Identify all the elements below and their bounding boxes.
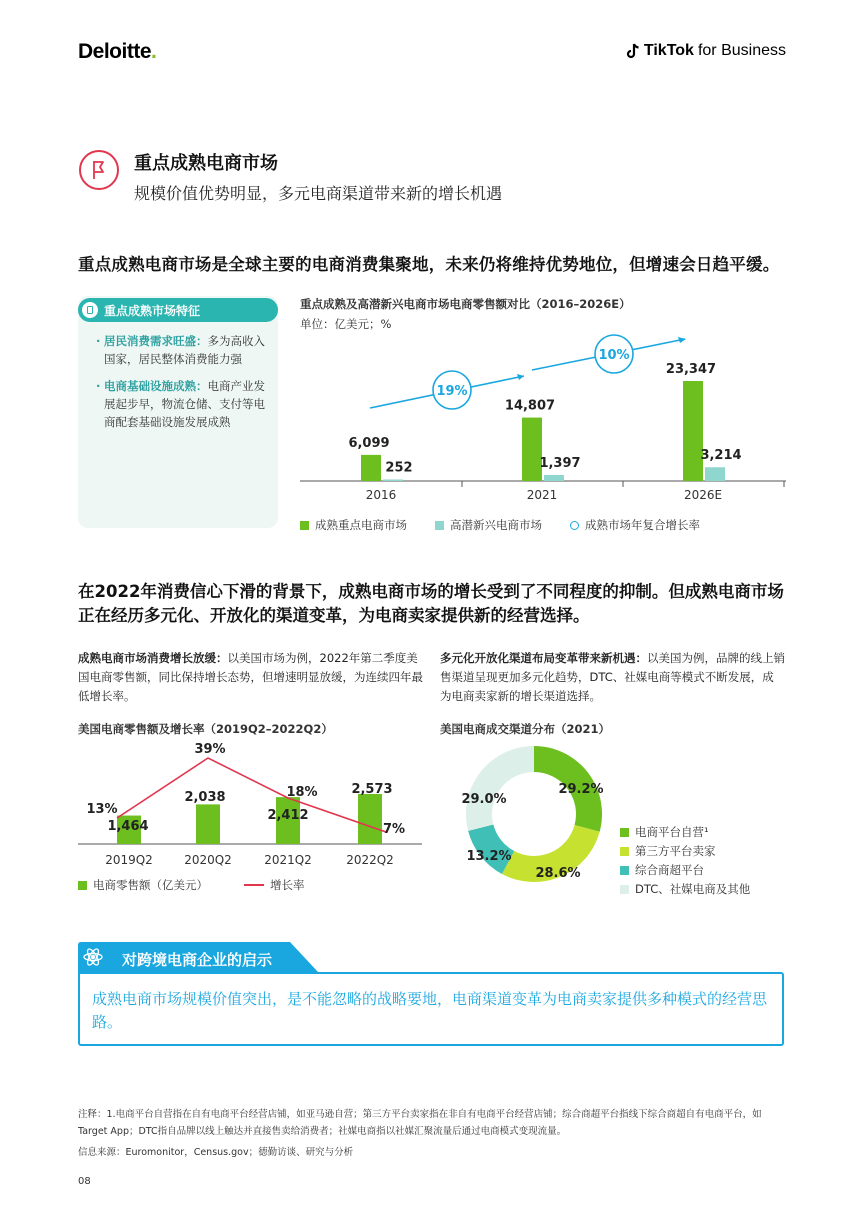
chart2-value-label: 2,573 [351,782,393,797]
chart1-category-label: 2026E [683,488,723,502]
tiktok-for-business-logo [626,42,786,60]
chart2-value-label: 2,038 [184,790,226,805]
paragraph-channel-change: 多元化开放化渠道布局变革带来新机遇：以美国为例，品牌的线上销售渠道呈现更加多元化趋势，DTC、社媒电商等模式不断发展，成为电商卖家新的增长渠道选择。 [440,651,785,703]
chart1-bar-emerging [705,467,725,481]
chart1-cagr-label-2: 10% [598,348,630,363]
takeaway-text: 成熟电商市场规模价值突出，是不能忽略的战略要地，电商渠道变革为电商卖家提供多种模式的经营思路。 [92,990,768,1031]
chart2-value-label: 2,412 [267,808,309,823]
chart2-title: 美国电商零售额及增长率（2019Q2–2022Q2） [78,722,333,736]
legend-swatch-retail [78,881,87,890]
legend-swatch-cagr [570,521,579,530]
chart1-arrowhead [678,337,686,343]
flag-icon [79,150,119,190]
chart1-bar-mature [361,455,381,481]
chart3-slice-dtc [466,746,534,831]
chart1-value-label-emerging: 252 [385,460,413,476]
chart2-category-label: 2021Q2 [264,853,312,867]
bookmark-icon [82,302,98,318]
chart1-value-label-mature: 6,099 [348,435,390,451]
chart2-category-label: 2022Q2 [346,853,394,867]
chart2-svg [74,740,424,875]
chart3-legend: 电商平台自营¹ 第三方平台卖家 综合商超平台 DTC、社媒电商及其他 [620,824,750,897]
chart3-title: 美国电商成交渠道分布（2021） [440,722,611,736]
legend-swatch-third-party [620,847,629,856]
chart1-value-label-emerging: 3,214 [700,448,742,464]
chart1-value-label-mature: 23,347 [665,362,717,377]
chart1-unit: 单位：亿美元；% [300,317,392,331]
chart2-legend: 电商零售额（亿美元） 增长率 [78,877,305,893]
chart2-growth-line [117,758,386,832]
chart2-category-label: 2020Q2 [184,853,232,867]
legend-swatch-supermarket [620,866,629,875]
chart1-svg [296,330,796,510]
chart3-value-label: 29.0% [461,792,507,807]
page-number: 08 [78,1176,91,1187]
chart1-title: 重点成熟及高潜新兴电商市场电商零售额对比（2016–2026E） [300,297,631,311]
takeaway-tab-label: 对跨境电商企业的启示 [122,951,273,969]
lead-statement-1: 重点成熟电商市场是全球主要的电商消费集聚地，未来仍将维持优势地位，但增速会日趋平缓。 [78,255,780,274]
chart2-rate-label: 7% [382,822,406,837]
source-note: 信息来源：Euromonitor，Census.gov；德勤访谈、研究与分析 [78,1147,354,1158]
chart2-rate-label: 39% [194,742,226,757]
feature-item-infrastructure: · 电商基础设施成熟：电商产业发展起步早，物流仓储、支付等电商配套基础设施发展成熟 [96,379,265,429]
chart1-value-label-mature: 14,807 [504,398,556,414]
tiktok-note-icon [626,43,640,59]
section-title: 重点成熟电商市场 [134,153,278,174]
legend-swatch-mature [300,521,309,530]
chart1-bar-mature [522,418,542,481]
chart1-legend: 成熟重点电商市场 高潜新兴电商市场 成熟市场年复合增长率 [300,517,700,533]
legend-swatch-dtc [620,885,629,894]
footnote: 注释：1.电商平台自营指在自有电商平台经营店铺，如亚马逊自营；第三方平台卖家指在非自有电商平台经营店铺；综合商超平台指线下综合商超自有电商平台，如Target App；DTC指自品牌以线上触达并直接售卖给消费者；社媒电商指以社媒汇聚流量后通过电商模式变现流量。 [78,1109,762,1137]
for-business-text: for Business [697,42,786,59]
chart1-category-label: 2021 [526,488,558,502]
chart1-bar-emerging [383,480,403,482]
chart3-value-label: 29.2% [558,782,604,797]
lead-statement-2: 在2022年消费信心下滑的背景下，成熟电商市场的增长受到了不同程度的抑制。但成熟电商市场正在经历多元化、开放化的渠道变革，为电商卖家提供新的经营选择。 [78,582,784,625]
tiktok-wordmark: TikTok [643,42,694,59]
deloitte-logo: Deloitte. [78,40,157,63]
chart1-cagr-label-1: 19% [436,384,468,399]
feature-item-consumption: · 居民消费需求旺盛：多为高收入国家，居民整体消费能力强 [96,334,265,366]
chart3-value-label: 28.6% [535,866,581,881]
chart3-value-label: 13.2% [466,849,512,864]
chart2-category-label: 2019Q2 [105,853,153,867]
chart1-value-label-emerging: 1,397 [539,456,581,472]
chart2-rate-label: 13% [86,802,118,817]
legend-swatch-rate [244,884,264,886]
chart1-bar-mature [683,381,703,481]
legend-swatch-own-platform [620,828,629,837]
paragraph-growth-slowdown: 成熟电商市场消费增长放缓：以美国市场为例，2022年第二季度美国电商零售额，同比保持增长态势，但增速明显放缓，为连续四年最低增长率。 [78,651,423,703]
chart1-category-label: 2016 [365,488,397,502]
legend-swatch-emerging [435,521,444,530]
chart1-bar-emerging [544,475,564,481]
chart2-rate-label: 18% [286,785,318,800]
features-pill: 重点成熟市场特征 [78,298,278,322]
chart2-bar [358,794,382,844]
section-subtitle: 规模价值优势明显，多元电商渠道带来新的增长机遇 [134,184,503,203]
chart2-bar [196,804,220,844]
chart3-donut-svg [440,745,630,895]
chart2-value-label: 1,464 [107,819,149,834]
